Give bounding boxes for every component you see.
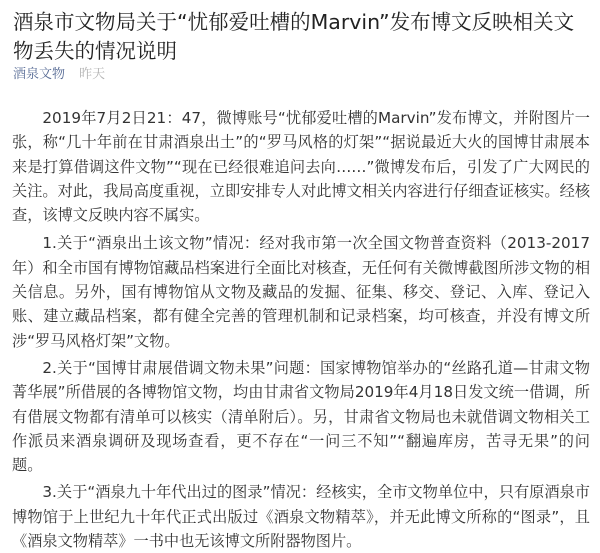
account-name-link[interactable]: 酒泉文物	[13, 67, 66, 82]
article-meta	[13, 66, 105, 84]
article-title: 酒泉市文物局关于“忧郁爱吐槽的Marvin”发布博文反映相关文物丢失的情况说明	[13, 10, 575, 63]
article-body	[12, 106, 590, 553]
paragraph-intro: 2019年7月2日21：47，微博账号“忧郁爱吐槽的Marvin”发布博文，并附图片一张，称“几十年前在甘肃酒泉出土”的“罗马风格的灯架”“据说最近大火的国博甘肃展本来是打算借调这件文物”“现在已经很难追问去向……”微博发布后，引发了广大网民的关注。对此，我局高度重视，立即安排专人对此博文相关内容进行仔细查证核实。经核查，该博文反映内容不属实。	[12, 109, 590, 225]
paragraph-point-3: 3.关于“酒泉九十年代出过的图录”情况：经核实，全市文物单位中，只有原酒泉市博物馆于上世纪九十年代正式出版过《酒泉文物精萃》，并无此博文所称的“图录”，且《酒泉文物精萃》一书中也无该博文所附器物图片。	[12, 483, 590, 551]
publish-time: 昨天	[79, 67, 106, 82]
paragraph-point-2: 2.关于“国博甘肃展借调文物未果”问题：国家博物馆举办的“丝路孔道—甘肃文物菁华展”所借展的各博物馆文物，均由甘肃省文物局2019年4月18日发文统一借调，所有借展文物都有清单可以核实（清单附后）。另，甘肃省文物局也未就借调文物相关工作派员来酒泉调研及现场查看，更不存在“一问三不知”“翻遍库房，苦寻无果”的问题。	[12, 358, 590, 475]
paragraph-point-1: 1.关于“酒泉出土该文物”情况：经对我市第一次全国文物普查资料（2013-2017年）和全市国有博物馆藏品档案进行全面比对核查，无任何有关微博截图所涉文物的相关信息。另外，国有博物馆从文物及藏品的发掘、征集、移交、登记、入库、登记入账、建立藏品档案，都有健全完善的管理机制和记录档案，均可核查，并没有博文所涉“罗马风格灯架”文物。	[12, 234, 590, 350]
